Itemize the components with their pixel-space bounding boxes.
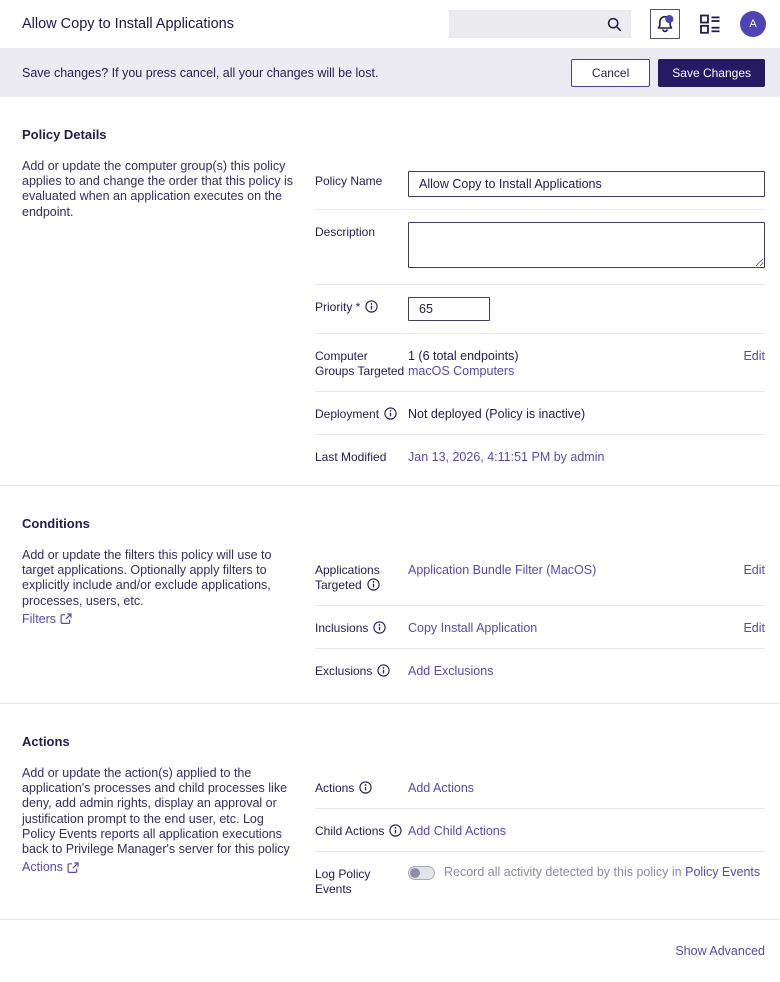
actions-form <box>315 766 765 909</box>
exclusions-label: Exclusions <box>315 661 408 679</box>
policy-details-heading: Policy Details <box>22 127 107 142</box>
priority-label: Priority * <box>315 297 408 315</box>
external-link-icon <box>60 613 72 625</box>
priority-row <box>315 285 765 334</box>
applications-targeted-link[interactable]: Application Bundle Filter (MacOS) <box>408 563 597 577</box>
actions-heading: Actions <box>22 734 70 749</box>
page-title: Allow Copy to Install Applications <box>22 16 234 32</box>
computer-groups-count: 1 (6 total endpoints) <box>408 349 519 363</box>
edit-applications-link[interactable]: Edit <box>743 563 765 577</box>
edit-computer-groups-link[interactable]: Edit <box>743 349 765 363</box>
log-policy-events-toggle[interactable] <box>408 866 435 880</box>
bell-icon <box>655 14 675 34</box>
info-icon[interactable] <box>365 300 378 313</box>
user-avatar[interactable]: A <box>740 11 766 37</box>
log-policy-events-label: Log Policy Events <box>315 867 371 896</box>
actions-section <box>0 704 780 919</box>
search-input[interactable] <box>459 17 606 31</box>
log-policy-events-row <box>315 852 765 909</box>
description-textarea[interactable] <box>408 222 765 268</box>
edit-inclusions-link[interactable]: Edit <box>743 621 765 635</box>
actions-link[interactable]: Actions <box>22 860 79 875</box>
log-policy-events-text: Record all activity detected by this policy in <box>444 865 682 879</box>
last-modified-link[interactable]: Jan 13, 2026, 4:11:51 PM by admin <box>408 450 605 464</box>
workspaces-button[interactable] <box>699 13 721 35</box>
child-actions-label: Child Actions <box>315 821 408 839</box>
info-icon[interactable] <box>367 578 380 591</box>
inclusions-label: Inclusions <box>315 618 408 636</box>
unsaved-changes-banner <box>0 48 780 97</box>
add-child-actions-link[interactable]: Add Child Actions <box>408 824 506 838</box>
computer-groups-row <box>315 334 765 392</box>
deployment-label: Deployment <box>315 404 408 422</box>
save-changes-button[interactable]: Save Changes <box>658 59 765 87</box>
deployment-value: Not deployed (Policy is inactive) <box>408 407 586 421</box>
last-modified-row <box>315 435 765 477</box>
conditions-section <box>0 486 780 703</box>
deployment-row <box>315 392 765 435</box>
header-actions <box>449 9 768 39</box>
footer <box>0 920 780 982</box>
exclusions-row <box>315 649 765 691</box>
grid-list-icon <box>699 13 721 35</box>
actions-intro: Add or update the action(s) applied to the application's processes and child processes like deny, add admin rights, display an approval or justification prompt to the end user, etc. Log Policy Events reports all application executions back to Privilege Manager's server for this policy Actions <box>22 766 290 875</box>
child-actions-row <box>315 809 765 852</box>
external-link-icon <box>67 862 79 874</box>
info-icon[interactable] <box>384 407 397 420</box>
priority-input[interactable] <box>408 297 490 321</box>
policy-details-section <box>0 97 780 485</box>
computer-groups-label: Computer Groups Targeted <box>315 349 405 378</box>
policy-details-intro: Add or update the computer group(s) this policy applies to and change the order that this policy is evaluated when an application executes on the endpoint. <box>22 159 294 219</box>
info-icon[interactable] <box>377 664 390 677</box>
policy-name-input[interactable] <box>408 171 765 197</box>
conditions-intro: Add or update the filters this policy will use to target applications. Optionally apply filters to explicitly include and/or exclude applications, processes, users, etc. Filters <box>22 548 272 626</box>
inclusions-row <box>315 606 765 649</box>
applications-targeted-row <box>315 548 765 606</box>
description-label: Description <box>315 225 376 239</box>
conditions-form <box>315 548 765 691</box>
info-icon[interactable] <box>359 781 372 794</box>
computer-group-link[interactable]: macOS Computers <box>408 364 515 378</box>
actions-label: Actions <box>315 778 408 796</box>
policy-details-form <box>315 159 765 477</box>
policy-name-row <box>315 159 765 210</box>
conditions-heading: Conditions <box>22 516 90 531</box>
notifications-button[interactable] <box>650 9 680 39</box>
search-box[interactable] <box>449 10 631 38</box>
top-bar <box>0 0 780 48</box>
search-icon[interactable] <box>606 16 623 33</box>
info-icon[interactable] <box>373 621 386 634</box>
policy-name-label: Policy Name <box>315 174 383 188</box>
info-icon[interactable] <box>389 824 402 837</box>
filters-link[interactable]: Filters <box>22 612 72 627</box>
policy-events-link[interactable]: Policy Events <box>685 865 761 879</box>
actions-row <box>315 766 765 809</box>
description-row <box>315 210 765 285</box>
banner-message: Save changes? If you press cancel, all your changes will be lost. <box>22 65 379 80</box>
toggle-knob <box>410 868 420 878</box>
inclusions-link[interactable]: Copy Install Application <box>408 621 538 635</box>
last-modified-label: Last Modified <box>315 450 387 464</box>
add-exclusions-link[interactable]: Add Exclusions <box>408 664 494 678</box>
show-advanced-link[interactable]: Show Advanced <box>675 944 765 958</box>
cancel-button[interactable]: Cancel <box>571 59 650 87</box>
add-actions-link[interactable]: Add Actions <box>408 781 475 795</box>
applications-targeted-label: Applications Targeted <box>315 563 380 592</box>
